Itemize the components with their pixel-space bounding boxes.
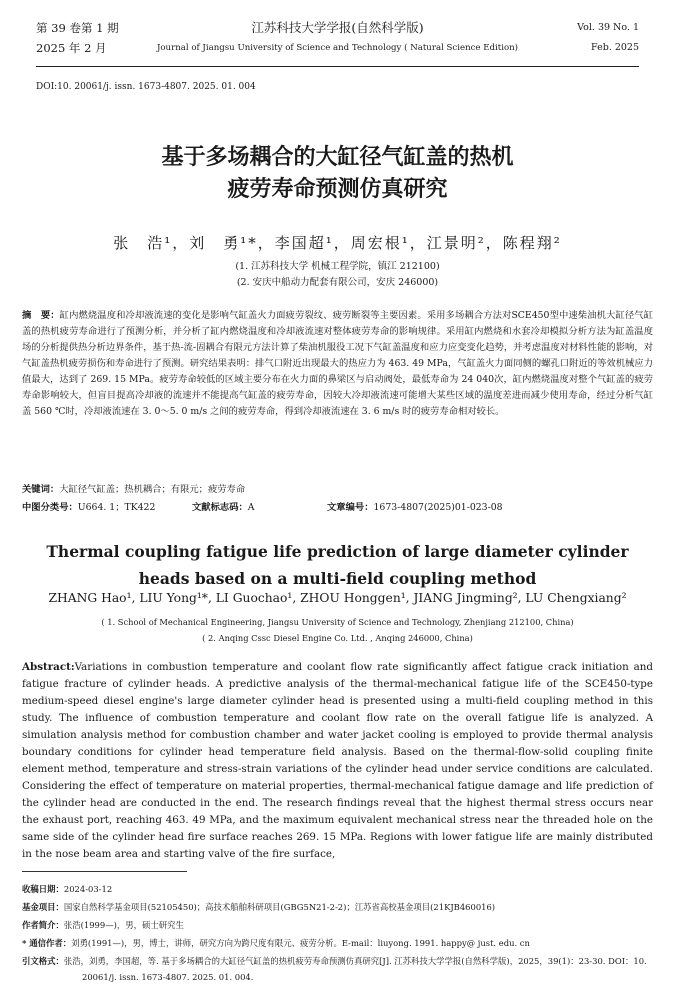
article-number [327, 499, 503, 513]
citation-label: 引文格式： [22, 956, 64, 966]
abstract-cn [22, 308, 653, 420]
doc-code-label: 文献标志码： [192, 502, 248, 513]
author-bio-text: 张浩(1999—)，男，硕士研究生 [63, 920, 184, 930]
affiliation-en-2: ( 2. Anqing Cssc Diesel Engine Co. Ltd. , Anqing 246000, China) [202, 633, 473, 643]
document-code [192, 499, 255, 513]
keywords-cn-label: 关键词： [22, 484, 60, 495]
authors-en: ZHANG Hao¹, LIU Yong¹*, LI Guochao¹, ZHOU Honggen¹, JIANG Jingming², LU Chengxiang² [48, 591, 627, 605]
keywords-cn [22, 481, 245, 495]
affiliations-cn [36, 259, 639, 291]
footnote-corresponding [22, 935, 653, 951]
article-number-value: 1673-4807(2025)01-023-08 [373, 502, 503, 513]
footnote-citation [22, 953, 653, 985]
header-rule [36, 66, 639, 67]
abstract-en-text: Variations in combustion temperature and coolant flow rate significantly affect fatigue crack initiation and fatigue fracture of cylinder heads. A predictive analysis of the thermal-mechanical fatigue life of the SCE450-type medium-speed diesel engine's large diameter cylinder head is presented using a multi-field coupling method in this study. The influence of combustion temperature and coolant flow rate on the overall fatigue life is analyzed. A simulation analysis method for combustion chamber and water jacket cooling is employed to provide thermal analysis boundary conditions for cylinder head temperature field analysis. Based on the thermal-flow-solid coupling finite element method, temperature and stress-strain variations of the cylinder head under service conditions are calculated. Considering the effect of temperature on material properties, thermal-mechanical fatigue damage and life prediction of the cylinder head are conducted in the end. The research findings reveal that the highest thermal stress occurs near the exhaust port, reaching 463. 49 MPa, and the maximum equivalent mechanical stress near the threaded hole on the same side of the cylinder head fire surface reaches 269. 15 MPa. Regions with lower fatigue life are mainly distributed in the nose beam area and starting valve of the fire surface, [22, 661, 653, 860]
journal-name-cn: 江苏科技大学学报(自然科学版) [251, 20, 424, 35]
affiliation-en-1: ( 1. School of Mechanical Engineering, Jiangsu University of Science and Technology, Zhenjiang 212100, China) [101, 617, 574, 627]
footnotes [22, 881, 653, 987]
volume-issue-en: Vol. 39 No. 1 [577, 22, 639, 33]
corresponding-label: * 通信作者： [22, 938, 72, 948]
received-date: 2024-03-12 [63, 884, 113, 894]
title-cn [36, 142, 639, 206]
title-en-line-2: heads based on a multi-field coupling method [138, 569, 537, 588]
volume-issue-cn: 第 39 卷第 1 期 [36, 21, 119, 35]
authors-cn: 张 浩¹，刘 勇¹*，李国超¹，周宏根¹，江景明²，陈程翔² [113, 234, 562, 252]
clc-label: 中图分类号： [22, 502, 78, 513]
running-header [36, 18, 639, 62]
corresponding-text: 刘勇(1991—)，男，博士，讲师，研究方向为跨尺度有限元、疲劳分析。E-mail：liuyong. 1991. happy@ just. edu. cn [71, 938, 530, 948]
footnote-received [22, 881, 653, 897]
abstract-cn-text: 缸内燃烧温度和冷却液流速的变化是影响气缸盖火力面疲劳裂纹、疲劳断裂等主要因素。采用多场耦合方法对SCE450型中速柴油机大缸径气缸盖的热机疲劳寿命进行了预测分析，并分析了缸内燃烧温度和冷却液流速对整体疲劳寿命的影响规律。采用缸内燃烧和水套冷却模拟分析方法为缸盖温度场的分析提供热分析边界条件，基于热-流-固耦合有限元方法计算了柴油机服役工况下气缸盖温度和应力应变变化趋势，并考虑温度对材料性能的影响，对气缸盖热机疲劳损伤和寿命进行了预测。研究结果表明：排气口附近出现最大的热应力为 463. 49 MPa，气缸盖火力面同侧的螺孔口附近的等效机械应力值最大，达到了 269. 15 MPa。疲劳寿命较低的区域主要分布在火力面的鼻梁区与启动阀处，最低寿命为 24 040次，缸内燃烧温度对整个气缸盖的疲劳寿命影响较大，但盲目提高冷却液的流速并不能提高气缸盖的疲劳寿命，因较大冷却液流速可能增大某些区域的温度差进而减少使用寿命，经过分析气缸盖 560 ℃时，冷却液流速在 3. 0～5. 0 m/s 之间的疲劳寿命，得到冷却液流速在 3. 6 m/s 时的疲劳寿命相对较长。 [22, 310, 653, 417]
header-right [577, 18, 639, 58]
abstract-en [22, 659, 653, 863]
clc-value: U664. 1；TK422 [77, 502, 156, 513]
journal-name-en: Journal of Jiangsu University of Science and Technology ( Natural Science Edition) [156, 43, 519, 53]
keywords-cn-text: 大缸径气缸盖；热机耦合；有限元；疲劳寿命 [59, 484, 246, 495]
title-en-line-1: Thermal coupling fatigue life prediction of large diameter cylinder [46, 542, 629, 561]
article-number-label: 文章编号： [327, 502, 374, 513]
header-center [146, 18, 529, 58]
abstract-en-label: Abstract: [22, 661, 75, 673]
fund-label: 基金项目： [22, 902, 64, 912]
title-en [36, 538, 639, 592]
citation-text: 张浩，刘勇，李国超，等. 基于多场耦合的大缸径气缸盖的热机疲劳寿命预测仿真研究[J]. 江苏科技大学学报(自然科学版)，2025，39(1)：23-30. DOI：10. 20061/j. issn. 1673-4807. 2025. 01. 004. [63, 956, 647, 982]
doi: DOI:10. 20061/j. issn. 1673-4807. 2025. 01. 004 [36, 82, 256, 92]
title-cn-line-1: 基于多场耦合的大缸径气缸盖的热机 [161, 145, 514, 170]
author-bio-label: 作者简介： [22, 920, 64, 930]
footnote-author [22, 917, 653, 933]
header-left [36, 18, 119, 58]
title-cn-line-2: 疲劳寿命预测仿真研究 [227, 177, 448, 202]
doc-code-value: A [247, 502, 255, 513]
date-en: Feb. 2025 [591, 42, 639, 53]
footnote-fund [22, 899, 653, 915]
fund-text: 国家自然科学基金项目(52105450)；高技术船舶科研项目(GBG5N21-2-2)；江苏省高校基金项目(21KJB460016) [63, 902, 496, 912]
abstract-cn-label: 摘 要： [22, 310, 60, 321]
clc-number [22, 499, 155, 513]
received-label: 收稿日期： [22, 884, 64, 894]
affiliation-cn-2: (2. 安庆中船动力配套有限公司，安庆 246000) [236, 277, 439, 288]
affiliation-cn-1: (1. 江苏科技大学 机械工程学院，镇江 212100) [235, 261, 440, 272]
affiliations-en [36, 614, 639, 646]
date-cn: 2025 年 2 月 [36, 41, 107, 55]
footnote-rule [22, 871, 187, 872]
